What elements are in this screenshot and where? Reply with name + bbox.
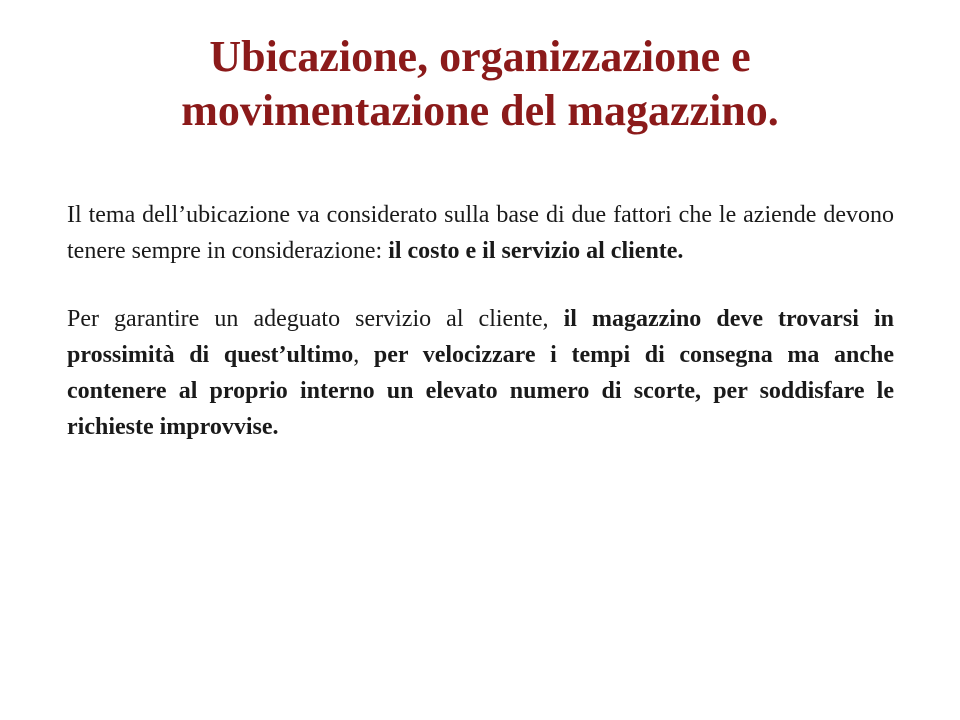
slide-body <box>67 197 894 445</box>
paragraph-2-emphasis-1: il magazzino deve trovarsi in prossimità di quest’ultimo <box>67 306 895 368</box>
paragraph-2-text-1: Per garantire un adeguato servizio al cliente, <box>67 306 564 332</box>
paragraph-1 <box>67 197 894 269</box>
title-line-1: Ubicazione, organizzazione e <box>209 32 751 81</box>
slide-title <box>40 30 920 138</box>
paragraph-1-text: Il tema dell’ubicazione va considerato sulla base di due fattori che le aziende devono tenere sempre in considerazione: <box>67 202 894 264</box>
paragraph-2-text-2: , <box>353 342 374 368</box>
paragraph-1-emphasis: il costo e il servizio al cliente. <box>388 238 684 264</box>
title-line-2: movimentazione del magazzino. <box>181 86 779 135</box>
paragraph-2 <box>67 301 894 445</box>
paragraph-2-emphasis-2: per velocizzare i tempi di consegna ma anche contenere al proprio interno un elevato numero di scorte, per soddisfare le richieste improvvise. <box>67 342 895 440</box>
